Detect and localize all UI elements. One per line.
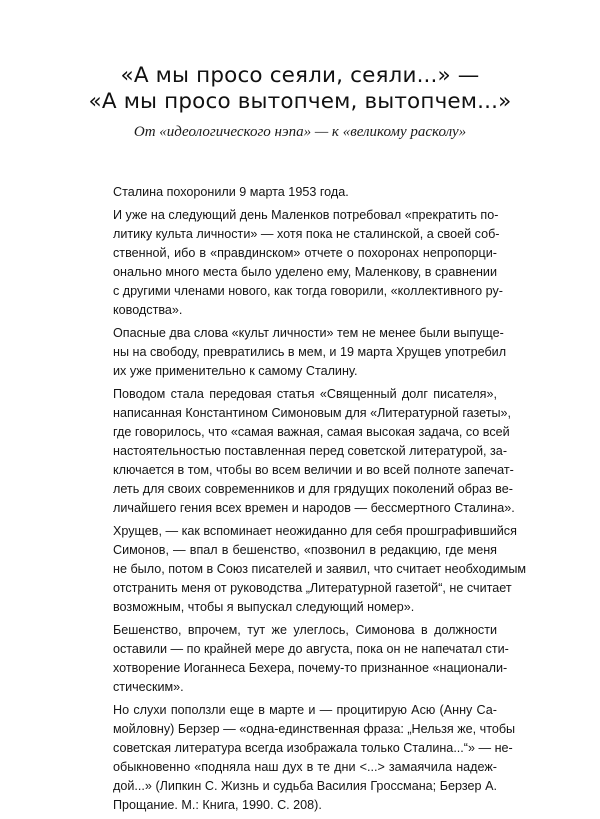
paragraph bbox=[97, 701, 516, 815]
text-line: Хрущев, — как вспоминает неожиданно для себя прошграфившийся bbox=[113, 524, 517, 538]
chapter-title-line-2: «А мы просо вытопчем, вытопчем...» bbox=[88, 89, 512, 114]
paragraph bbox=[97, 206, 503, 320]
text-line: И уже на следующий день Маленков потребовал «прекратить по- bbox=[113, 208, 499, 222]
text-line: Симонов, — впал в бешенство, «позвонил в редакцию, где меня bbox=[113, 543, 497, 557]
text-line: обыкновенно «подняла наш дух в те дни <...> замаячила надеж- bbox=[113, 760, 497, 774]
chapter-title-line-1: «А мы просо сеяли, сеяли...» — bbox=[120, 63, 480, 88]
text-line: ственной, ибо в «правдинском» отчете о похоронах непропорци- bbox=[113, 246, 497, 260]
text-line: Прощание. М.: Книга, 1990. С. 208). bbox=[113, 798, 322, 812]
chapter-subtitle: От «идеологического нэпа» — к «великому расколу» bbox=[133, 124, 467, 140]
text-line: оставили — по крайней мере до августа, пока он не напечатал сти- bbox=[113, 642, 509, 656]
paragraph bbox=[97, 385, 515, 518]
text-line: стическим». bbox=[113, 680, 184, 694]
paragraph bbox=[97, 621, 509, 697]
text-line: Поводом стала передовая статья «Священный долг писателя», bbox=[113, 387, 497, 401]
text-line: ны на свободу, превратились в мем, и 19 марта Хрущев употребил bbox=[113, 345, 507, 359]
body-text bbox=[97, 183, 527, 819]
text-line: Бешенство, впрочем, тут же улеглось, Симонова в должности bbox=[113, 623, 497, 637]
text-line: литику культа личности» — хотя пока не сталинской, а своей соб- bbox=[113, 227, 500, 241]
text-line: советская литература всегда изображала только Сталина...“» — не- bbox=[113, 741, 513, 755]
text-line: возможным, чтобы я выпускал следующий номер». bbox=[113, 600, 415, 614]
text-line: Опасные два слова «культ личности» тем не менее были выпуще- bbox=[113, 326, 504, 340]
paragraph bbox=[97, 522, 527, 617]
text-line: леть для своих современников и для грядущих поколений образ ве- bbox=[113, 482, 513, 496]
text-line: настоятельностью поставленная перед советской литературой, за- bbox=[113, 444, 508, 458]
text-line: Но слухи поползли еще в марте и — процитирую Асю (Анну Са- bbox=[113, 703, 497, 717]
text-line: мойловну) Берзер — «одна-единственная фраза: „Нельзя же, чтобы bbox=[113, 722, 516, 736]
paragraph bbox=[97, 183, 497, 202]
paragraph bbox=[97, 324, 507, 381]
text-line: не было, потом в Союз писателей и заявил, что считает необходимым bbox=[113, 562, 527, 576]
chapter-title bbox=[0, 63, 600, 115]
text-line: с другими членами нового, как тогда говорили, «коллективного ру- bbox=[113, 284, 503, 298]
text-line: отстранить меня от руководства „Литературной газетой“, не считает bbox=[113, 581, 512, 595]
text-line: ключается в том, чтобы во всем величии и во всей полноте запечат- bbox=[113, 463, 514, 477]
text-line: онально много места было уделено ему, Маленкову, в сравнении bbox=[113, 265, 497, 279]
text-line: хотворение Иоганнеса Бехера, почему-то признанное «национали- bbox=[113, 661, 508, 675]
text-line: где говорилось, что «самая важная, самая высокая задача, со всей bbox=[113, 425, 510, 439]
text-line: личайшего гения всех времен и народов — бессмертного Сталина». bbox=[113, 501, 515, 515]
text-line: написанная Константином Симоновым для «Литературной газеты», bbox=[113, 406, 512, 420]
text-line: их уже применительно к самому Сталину. bbox=[113, 364, 358, 378]
text-line: Сталина похоронили 9 марта 1953 года. bbox=[113, 185, 349, 199]
text-line: дой...» (Липкин С. Жизнь и судьба Василия Гроссмана; Берзер А. bbox=[113, 779, 497, 793]
text-line: ководства». bbox=[113, 303, 183, 317]
